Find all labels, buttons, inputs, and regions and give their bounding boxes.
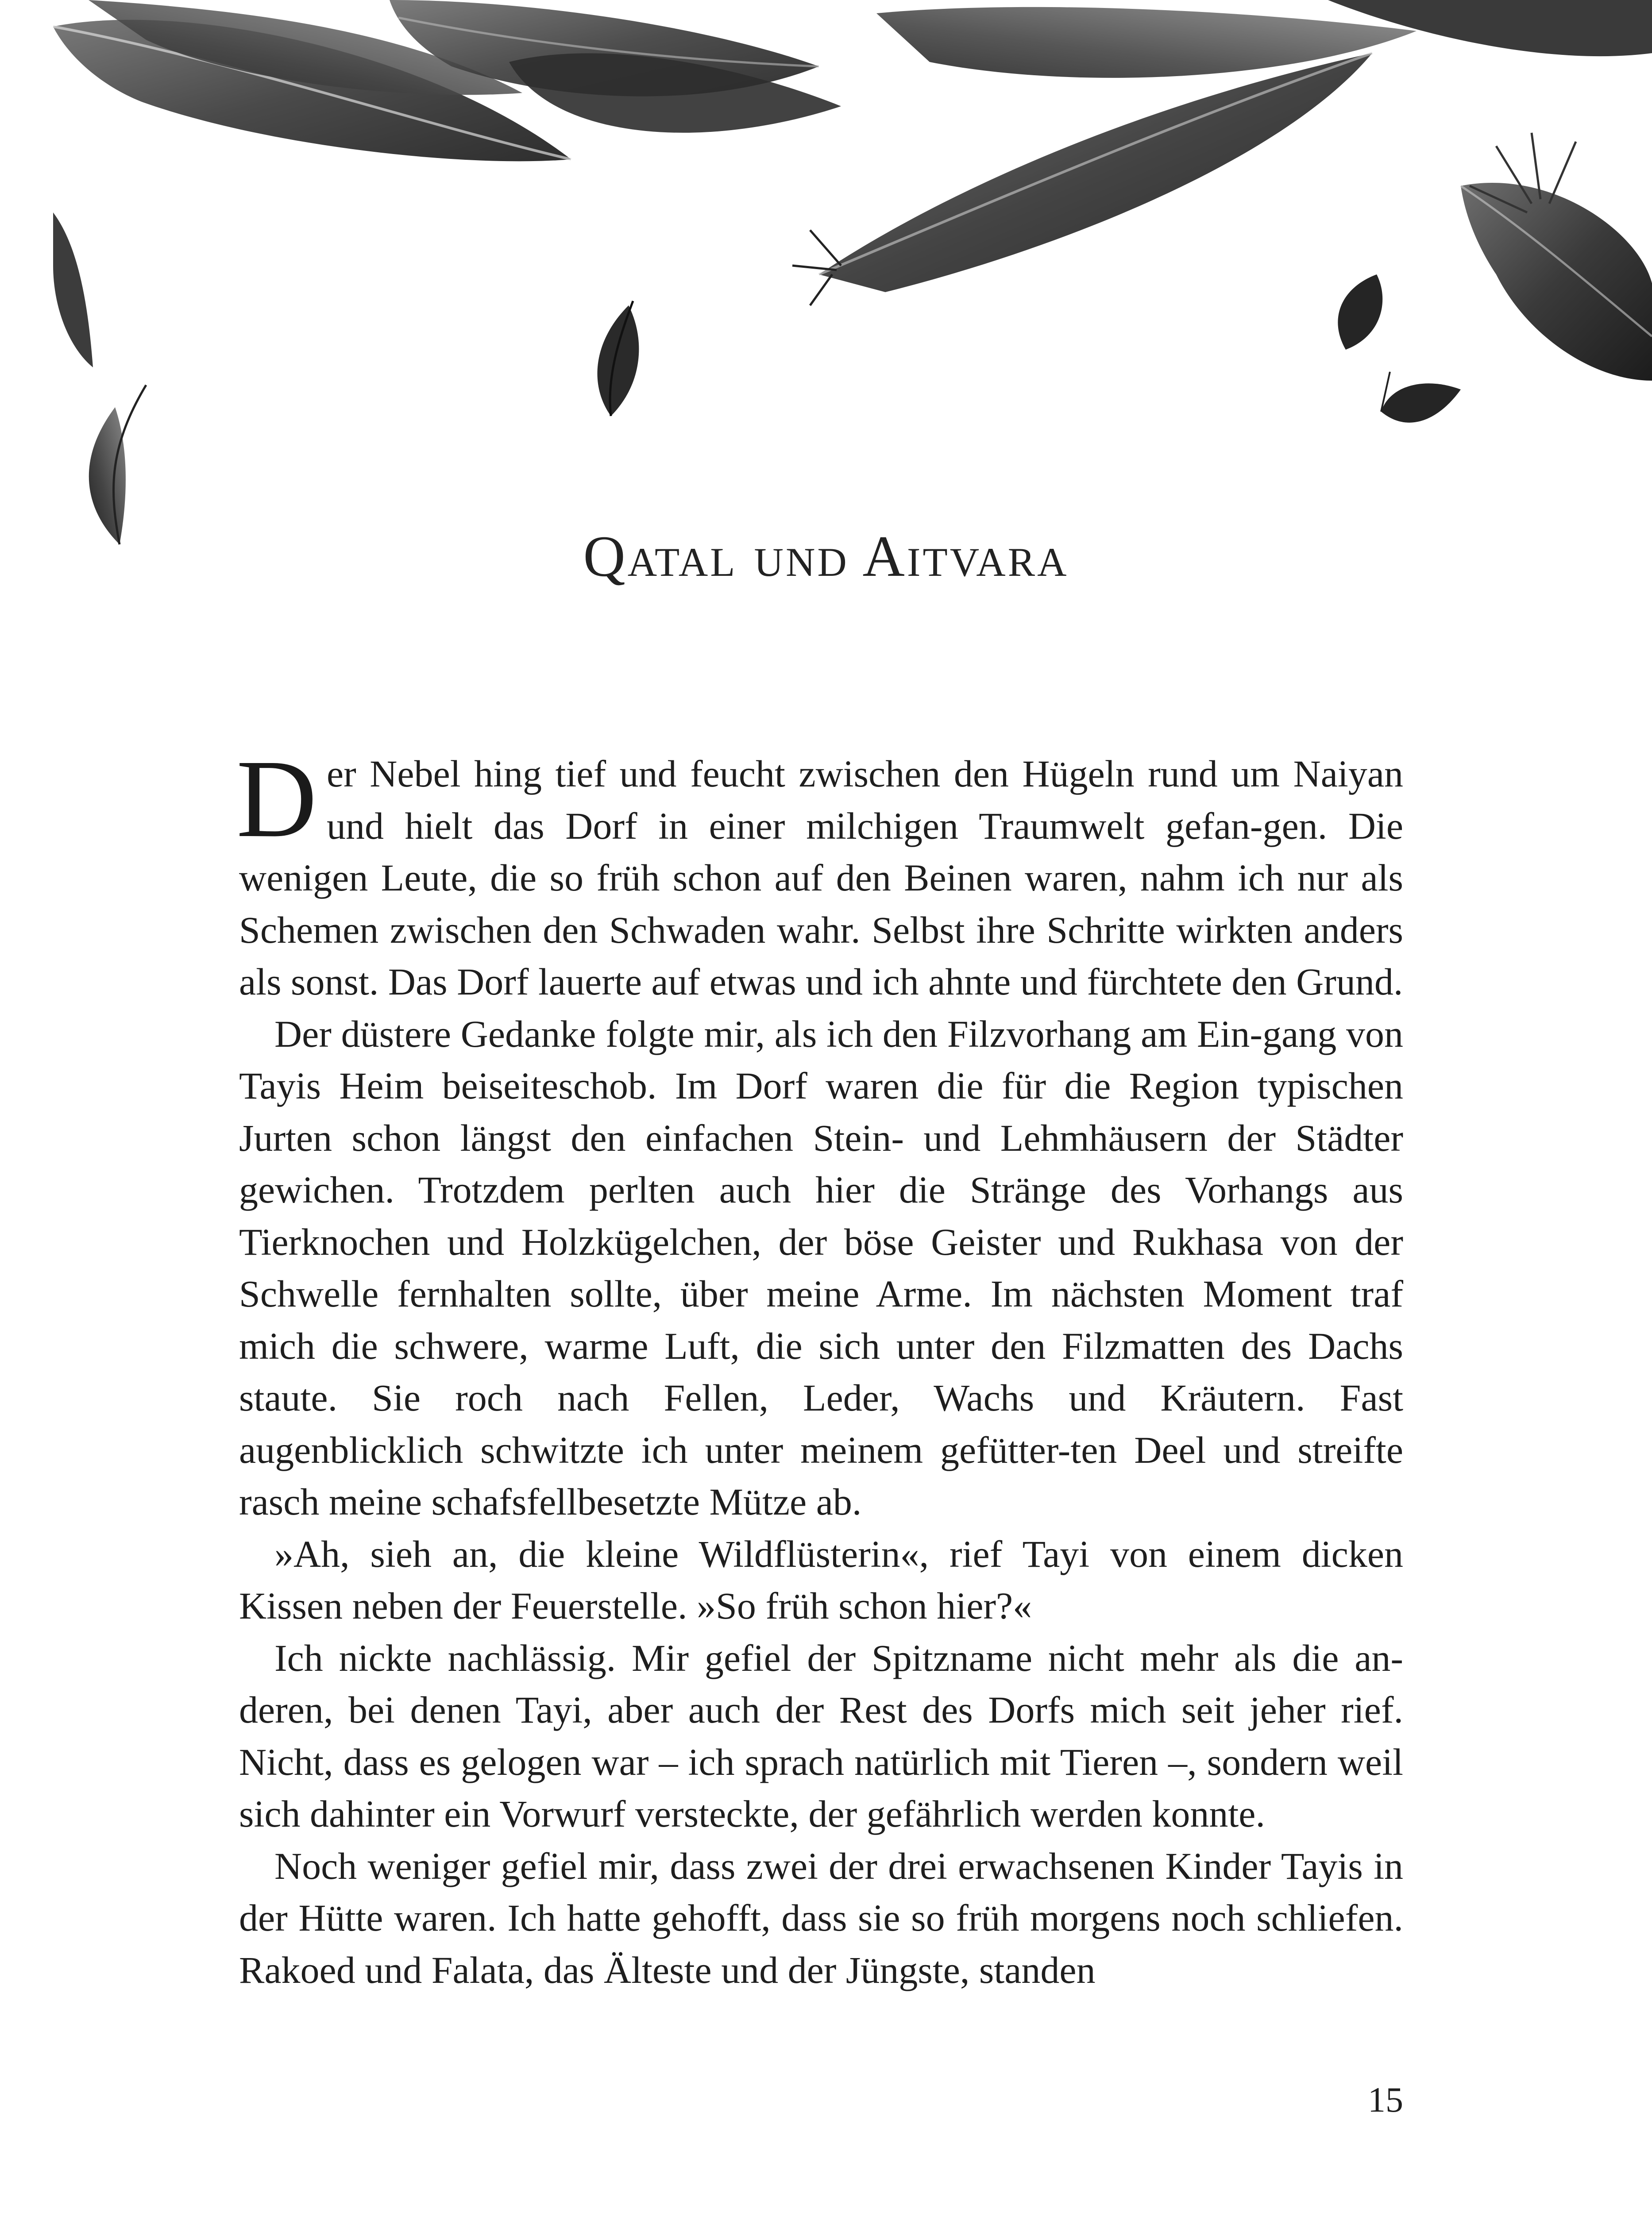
feather-illustration	[0, 0, 1652, 549]
chapter-title: Qatal und Aitvara	[583, 524, 1069, 589]
feather-icon	[597, 301, 639, 416]
paragraph: Noch weniger gefiel mir, dass zwei der drei erwachsenen Kinder Tayis in der Hütte waren. Ich hatte gehofft, dass sie so früh morgens noch schliefen. Rakoed und Falata, das Älteste und der Jüngste, standen	[239, 1844, 1403, 1991]
feather-icon	[53, 212, 93, 367]
paragraph	[236, 736, 1403, 1008]
paragraph-text: er Nebel hing tief und feucht zwischen den Hügeln rund um Naiyan und hielt das Dorf in einer milchigen Traumwelt gefan-gen. Die wenigen Leute, die so früh schon auf den Beinen waren, nahm ich nur als Schemen zwischen den Schwaden wahr. Selbst ihre Schritte wirkten anders als sonst. Das Dorf lauerte auf etwas und ich ahnte und fürchtete den Grund.	[239, 752, 1403, 1003]
feather-icon	[792, 53, 1372, 305]
feather-icon	[1338, 274, 1382, 350]
paragraph: Der düstere Gedanke folgte mir, als ich den Filzvorhang am Ein-gang von Tayis Heim beiseiteschob. Im Dorf waren die für die Region typischen Jurten schon längst den einfachen Stein- und Lehmhäusern der Städter gewichen. Trotzdem perlten auch hier die Stränge des Vorhangs aus Tierknochen und Holzkügelchen, der böse Geister und Rukhasa von der Schwelle fernhalten sollte, über meine Arme. Im nächsten Moment traf mich die schwere, warme Luft, die sich unter den Filzmatten des Dachs staute. Sie roch nach Fellen, Leder, Wachs und Kräutern. Fast augenblicklich schwitzte ich unter meinem gefütter-ten Deel und streifte rasch meine schafsfellbesetzte Mütze ab.	[239, 1012, 1403, 1523]
paragraph: Ich nickte nachlässig. Mir gefiel der Spitzname nicht mehr als die an-deren, bei denen Tayi, aber auch der Rest des Dorfs mich seit jeher rief. Nicht, dass es gelogen war – ich sprach natürlich mit Tieren –, sondern weil sich dahinter ein Vorwurf versteckte, der gefährlich werden konnte.	[239, 1636, 1403, 1835]
drop-cap: D	[236, 736, 317, 860]
paragraph: »Ah, sieh an, die kleine Wildflüsterin«, rief Tayi von einem dicken Kissen neben der Feuerstelle. »So früh schon hier?«	[239, 1532, 1403, 1627]
feather-icon	[1461, 133, 1652, 381]
body-text	[236, 736, 1403, 1996]
feather-icon	[1381, 372, 1461, 423]
page-number: 15	[1368, 2081, 1403, 2120]
feather-icon	[89, 385, 146, 544]
